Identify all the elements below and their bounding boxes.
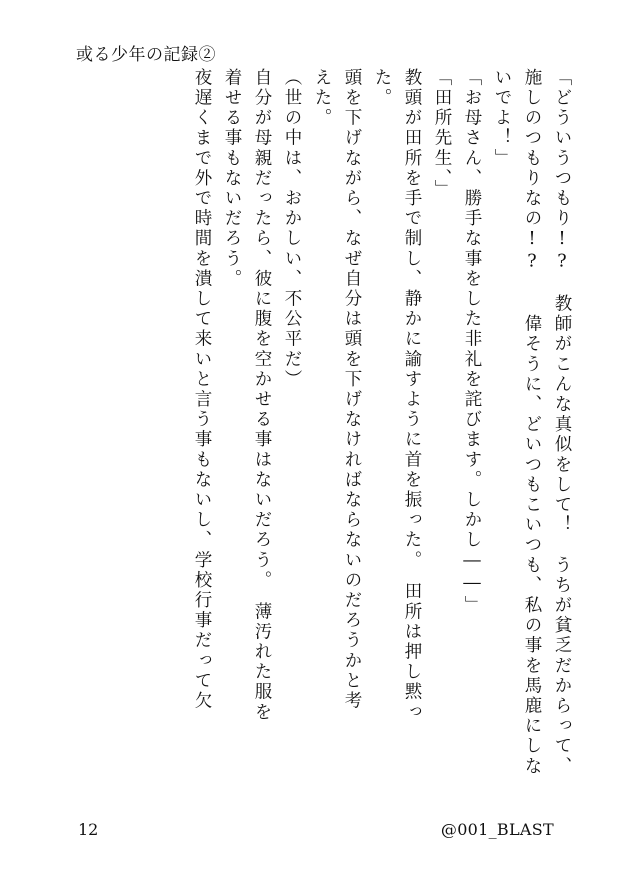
text-column: 「どういうつもり!? 教師がこんな真似をして！ うちが貧乏だからって、 [552, 68, 572, 777]
page-title: 或る少年の記録② [76, 45, 216, 65]
text-column: 「お母さん、勝手な事をした非礼を詫びます。しかし――」 [462, 68, 482, 616]
text-column: 施しのつもりなの!? 偉そうに、どいつもこいつも、私の事を馬鹿にしな [522, 68, 542, 777]
text-column: 着せる事もないだろう。 [222, 68, 242, 290]
page-number: 12 [78, 820, 99, 839]
text-column: 夜遅くまで外で時間を潰して来いと言う事もないし、学校行事だって欠 [192, 68, 212, 712]
text-column: 頭を下げながら、なぜ自分は頭を下げなければならないのだろうかと考 [342, 68, 362, 712]
text-column: 教頭が田所を手で制し、静かに諭すように首を振った。 田所は押し黙っ [402, 68, 422, 723]
text-column: 「田所先生、」 [432, 68, 452, 200]
text-column: （世の中は、おかしい、不公平だ） [282, 68, 302, 390]
text-column: いでよ！」 [492, 68, 512, 169]
text-column: 自分が母親だったら、彼に腹を空かせる事はないだろう。 薄汚れた服を [252, 68, 272, 723]
text-column: た。 [372, 68, 392, 109]
text-column: えた。 [312, 68, 332, 129]
author-handle: @001_BLAST [440, 820, 554, 839]
vertical-text-body [60, 68, 570, 798]
